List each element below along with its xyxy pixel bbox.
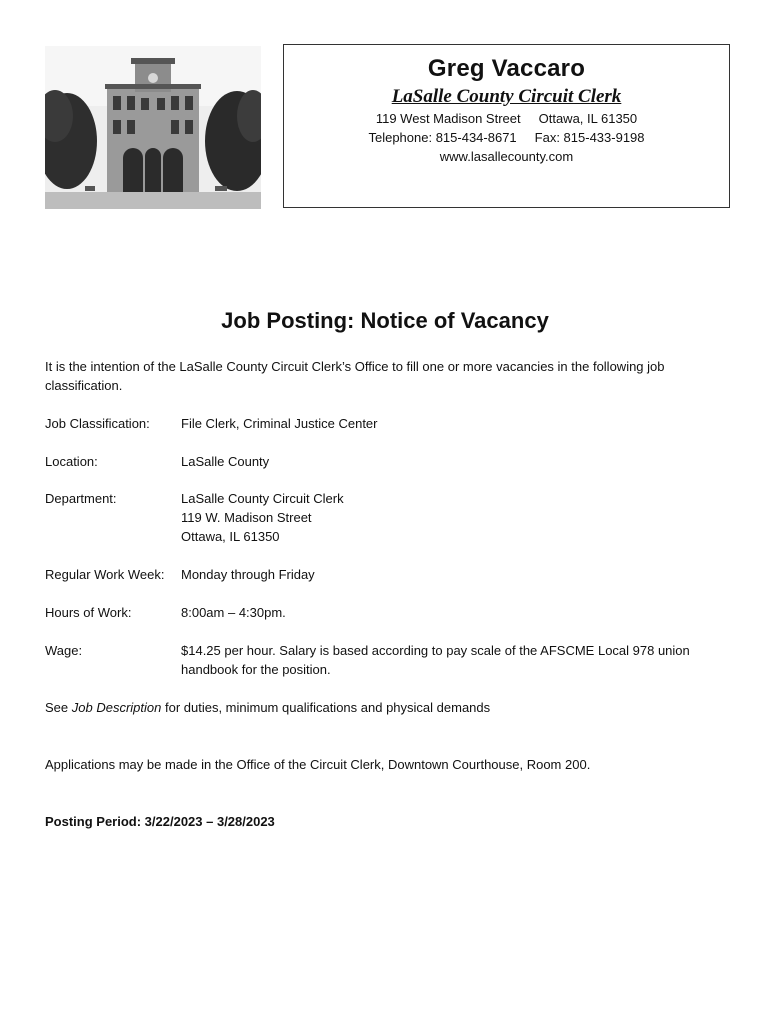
website[interactable]: www.lasallecounty.com <box>439 149 574 164</box>
field-label: Job Classification: <box>45 416 150 431</box>
telephone: Telephone: 815-434-8671 <box>368 130 517 145</box>
page-title: Job Posting: Notice of Vacancy <box>221 308 549 333</box>
field-value: LaSalle County <box>181 454 270 469</box>
field-value <box>181 489 729 546</box>
field-label: Location: <box>45 454 98 469</box>
field-label: Department: <box>45 491 117 506</box>
field-value: Monday through Friday <box>181 567 315 582</box>
posting-period: Posting Period: 3/22/2023 – 3/28/2023 <box>45 814 275 829</box>
field-label: Regular Work Week: <box>45 567 165 582</box>
note-suffix: for duties, minimum qualifications and physical demands <box>161 700 491 715</box>
note-prefix: See <box>45 700 72 715</box>
field-value: File Clerk, Criminal Justice Center <box>181 416 378 431</box>
field-label: Wage: <box>45 643 83 658</box>
clerk-name: Greg Vaccaro <box>427 55 586 82</box>
city-state-zip: Ottawa, IL 61350 <box>538 111 638 126</box>
field-label: Hours of Work: <box>45 605 132 620</box>
department-name: LaSalle County Circuit Clerk <box>181 491 344 506</box>
job-description-note <box>45 698 725 717</box>
department-street: 119 W. Madison Street <box>181 510 312 525</box>
department-city: Ottawa, IL 61350 <box>181 529 280 544</box>
fax: Fax: 815-433-9198 <box>534 130 645 145</box>
clerk-office: LaSalle County Circuit Clerk <box>391 86 622 107</box>
applications-note: Applications may be made in the Office of the Circuit Clerk, Downtown Courthouse, Room 200. <box>45 757 591 772</box>
phone-line <box>284 128 729 147</box>
courthouse-photo <box>45 46 261 209</box>
address-line <box>284 109 729 128</box>
field-value: $14.25 per hour. Salary is based according to pay scale of the AFSCME Local 978 union handbook for the position. <box>181 643 690 677</box>
job-description-ref: Job Description <box>71 700 162 715</box>
field-value: 8:00am – 4:30pm. <box>181 605 286 620</box>
letterhead-box <box>283 44 730 208</box>
street-address: 119 West Madison Street <box>375 111 521 126</box>
intro-paragraph: It is the intention of the LaSalle County Circuit Clerk’s Office to fill one or more vacancies in the following job classification. <box>45 359 665 393</box>
